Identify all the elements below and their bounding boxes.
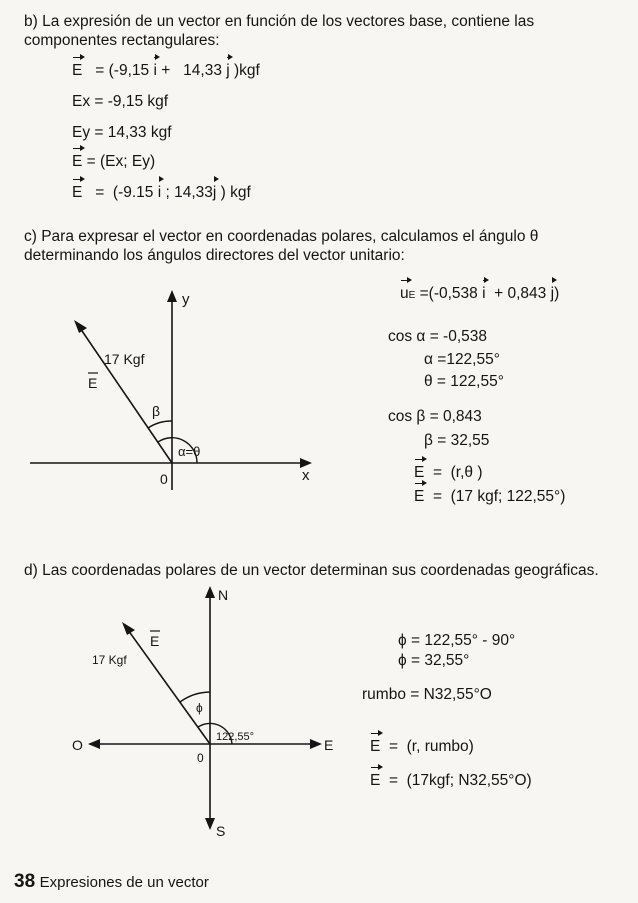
eq-b-ex: Ex = -9,15 kgf xyxy=(72,93,169,110)
eq-b-vector-text: = (-9,15 i + 14,33 j )kgf xyxy=(86,62,260,79)
alpha-theta-label: α=θ xyxy=(178,444,201,459)
geographic-diagram xyxy=(70,580,350,840)
vector-e-arrow-icon xyxy=(74,320,87,333)
eq-b-ey: Ey = 14,33 kgf xyxy=(72,124,172,141)
phi-arc xyxy=(180,692,210,702)
x-axis-label: x xyxy=(302,467,310,484)
origin-label: 0 xyxy=(197,751,204,765)
eq-c-alpha: α =122,55° xyxy=(424,351,500,368)
eq-c-beta: β = 32,55 xyxy=(424,432,490,449)
east-label: E xyxy=(324,737,334,753)
eq-c-cos-beta: cos β = 0,843 xyxy=(388,408,482,425)
vector-e-line xyxy=(128,630,210,744)
north-arrow-icon xyxy=(205,586,215,598)
magnitude-label: 17 Kgf xyxy=(104,351,145,367)
magnitude-label: 17 Kgf xyxy=(92,653,127,667)
north-label: N xyxy=(218,587,229,603)
section-d-intro: d) Las coordenadas polares de un vector determinan sus coordenadas geográficas. xyxy=(24,562,599,579)
eq-c-polar-form: E = (r,θ ) xyxy=(414,464,483,481)
eq-c-polar-value: E = (17 kgf; 122,55°) xyxy=(414,488,566,505)
vector-e-arrow-icon xyxy=(122,622,135,635)
angle-label: 122,55° xyxy=(216,731,255,743)
vector-e-line xyxy=(80,328,172,463)
eq-c-unit-vector: uE =(-0,538 i + 0,843 j) xyxy=(400,285,560,302)
eq-b-final: E = (-9.15 i ; 14,33j ) kgf xyxy=(72,184,251,201)
west-label: O xyxy=(72,737,83,753)
eq-d-geo-value: E = (17kgf; N32,55°O) xyxy=(370,772,532,789)
eq-c-theta: θ = 122,55° xyxy=(424,373,504,390)
vector-e-symbol: E xyxy=(72,62,83,79)
eq-d-phi-value: ϕ = 32,55° xyxy=(398,652,470,669)
origin-label: 0 xyxy=(160,471,168,487)
beta-arc xyxy=(148,421,172,428)
vector-e-symbol: E xyxy=(72,184,83,201)
phi-label: ϕ xyxy=(196,701,203,715)
south-label: S xyxy=(216,823,226,839)
vector-e-label: E xyxy=(150,633,160,649)
y-axis-label: y xyxy=(182,291,190,308)
page-number: 38 xyxy=(14,871,36,892)
beta-label: β xyxy=(152,403,161,419)
polar-diagram xyxy=(0,280,340,510)
page-footer xyxy=(14,871,209,893)
footer-title: Expresiones de un vector xyxy=(39,874,209,891)
eq-d-geo-form: E = (r, rumbo) xyxy=(370,738,474,755)
eq-b-vector xyxy=(72,62,260,80)
south-arrow-icon xyxy=(205,818,215,830)
section-c-intro: c) Para expresar el vector en coordenadas polares, calculamos el ángulo θ determinando los ángulos directores del vector unitario: xyxy=(24,228,539,264)
y-axis-arrow-icon xyxy=(167,290,177,302)
eq-d-phi-calc: ϕ = 122,55° - 90° xyxy=(398,632,516,649)
vector-e-label: E xyxy=(88,375,98,391)
east-arrow-icon xyxy=(310,739,322,749)
eq-c-cos-alpha: cos α = -0,538 xyxy=(388,328,488,345)
eq-b-components: E = (Ex; Ey) xyxy=(72,153,156,170)
eq-d-rumbo: rumbo = N32,55°O xyxy=(362,686,492,703)
west-arrow-icon xyxy=(88,739,100,749)
section-b-intro: b) La expresión de un vector en función de los vectores base, contiene las componentes rectangulares: xyxy=(24,13,535,49)
